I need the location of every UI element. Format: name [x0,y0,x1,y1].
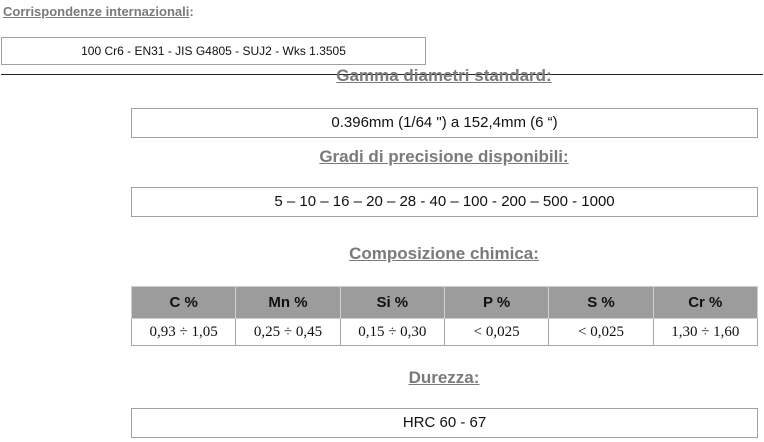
chemical-composition-title [131,244,757,264]
chemical-composition-title-colon: : [533,244,539,263]
table-row [132,319,758,346]
header-cr: Cr % [653,287,757,319]
precision-grades-value-box: 5 – 10 – 16 – 20 – 28 - 40 – 100 - 200 – 500 - 1000 [131,187,758,217]
header-c: C % [132,287,236,319]
value-c: 0,93 ÷ 1,05 [132,319,236,346]
value-cr: 1,30 ÷ 1,60 [653,319,757,346]
diameter-range-title: Gamma diametri standard: [336,66,552,85]
header-mn: Mn % [236,287,340,319]
correspondence-label-colon: : [189,4,194,19]
correspondence-label-text: Corrispondenze internazionali [3,4,190,19]
diameter-range-value-box: 0.396mm (1/64 ") a 152,4mm (6 “) [131,108,758,138]
precision-grades-title: Gradi di precisione disponibili: [319,147,569,166]
value-si: 0,15 ÷ 0,30 [340,319,444,346]
header-p: P % [444,287,548,319]
value-p: < 0,025 [444,319,548,346]
header-si: Si % [340,287,444,319]
value-mn: 0,25 ÷ 0,45 [236,319,340,346]
value-s: < 0,025 [549,319,653,346]
correspondence-label [3,4,194,19]
hardness-title: Durezza: [408,368,480,387]
hardness-value-box: HRC 60 - 67 [131,408,758,438]
table-header-row [132,287,758,319]
header-s: S % [549,287,653,319]
chemical-composition-table [131,286,758,346]
correspondence-value-box: 100 Cr6 - EN31 - JIS G4805 - SUJ2 - Wks 1.3505 [1,37,426,65]
chemical-composition-title-text: Composizione chimica [349,244,534,263]
